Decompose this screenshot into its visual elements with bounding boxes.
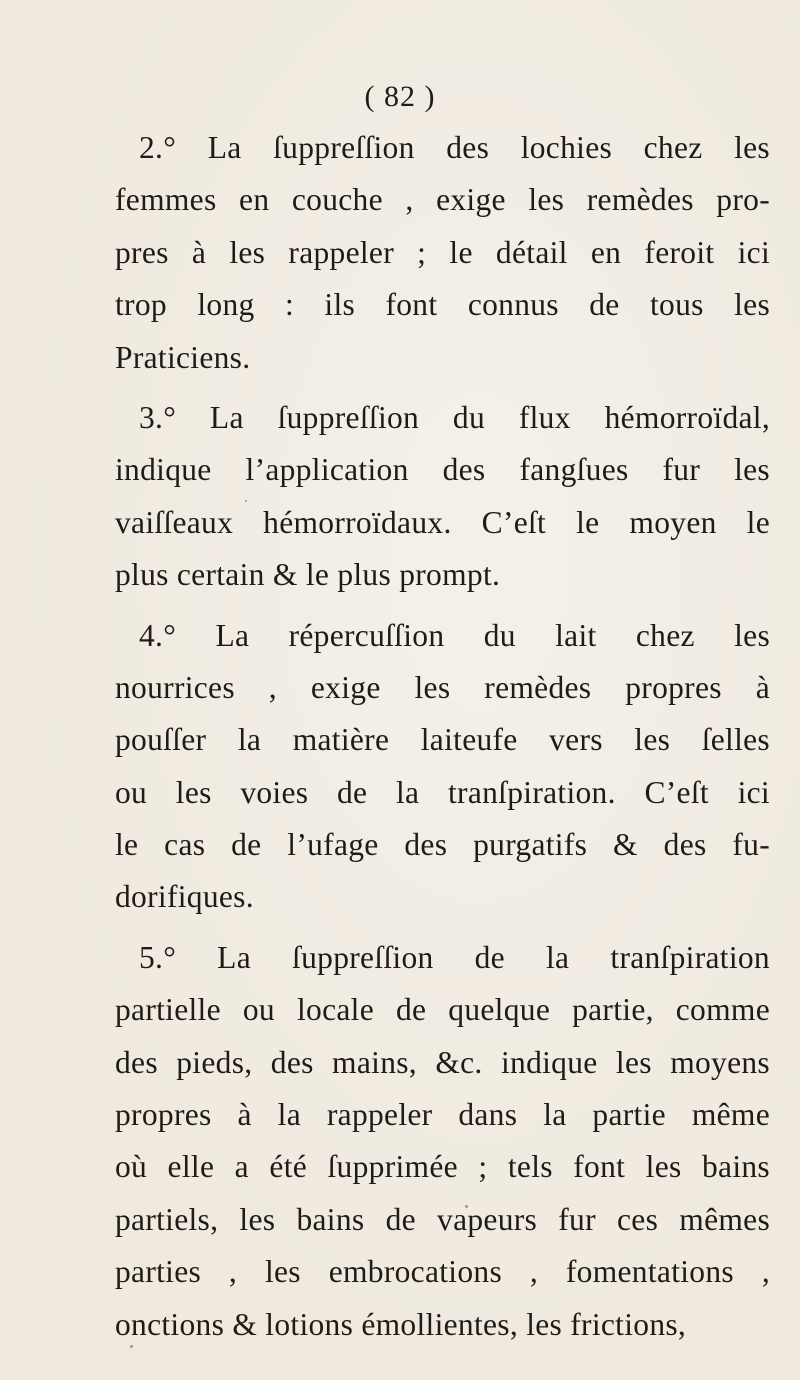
text-line: 2.° La ſuppreſſion des lochies chez les [139, 130, 770, 165]
paper-speck [465, 1205, 468, 1208]
text-line: vaiſſeaux hémorroïdaux. C’eſt le moyen le [115, 504, 770, 540]
paragraph-milk [115, 610, 770, 924]
paragraph-transpiration [115, 932, 770, 1351]
text-line: trop long : ils font connus de tous les [115, 287, 770, 323]
text-line: propres à la rappeler dans la partie même [115, 1097, 770, 1133]
text-line: pouſſer la matière laiteufe vers les ſelles [115, 722, 770, 758]
text-line: dorifiques. [115, 879, 254, 915]
text-line: parties , les embrocations , fomentations , [115, 1254, 770, 1290]
text-line: Praticiens. [115, 339, 251, 375]
paragraph-hemorrhoidal [115, 392, 770, 602]
text-line: 5.° La ſuppreſſion de la tranſpiration [139, 939, 770, 975]
text-line: nourrices , exige les remèdes propres à [115, 669, 770, 705]
text-line: où elle a été ſupprimée ; tels font les bains [115, 1149, 770, 1185]
paragraph-lochia [115, 122, 770, 384]
text-line: partiels, les bains de vapeurs fur ces mêmes [115, 1201, 770, 1237]
text-line: onctions & lotions émollientes, les frictions, [115, 1306, 687, 1342]
text-line: 3.° La ſuppreſſion du flux hémorroïdal, [139, 399, 770, 435]
paper-speck [245, 500, 247, 502]
text-line: ou les voies de la tranſpiration. C’eſt ici [115, 774, 770, 810]
body-text [115, 122, 770, 1351]
text-line: indique l’application des fangſues fur les [115, 452, 770, 488]
text-line: des pieds, des mains, &c. indique les moyens [115, 1044, 770, 1080]
text-line: partielle ou locale de quelque partie, comme [115, 992, 770, 1028]
text-line: pres à les rappeler ; le détail en feroit ici [115, 234, 770, 270]
text-line: femmes en couche , exige les remèdes pro- [115, 182, 770, 218]
paper-speck [130, 1345, 133, 1348]
text-line: plus certain & le plus prompt. [115, 557, 501, 593]
text-line: 4.° La répercuſſion du lait chez les [139, 617, 770, 653]
text-line: le cas de l’ufage des purgatifs & des fu- [115, 827, 770, 863]
page-number: ( 82 ) [364, 80, 436, 113]
